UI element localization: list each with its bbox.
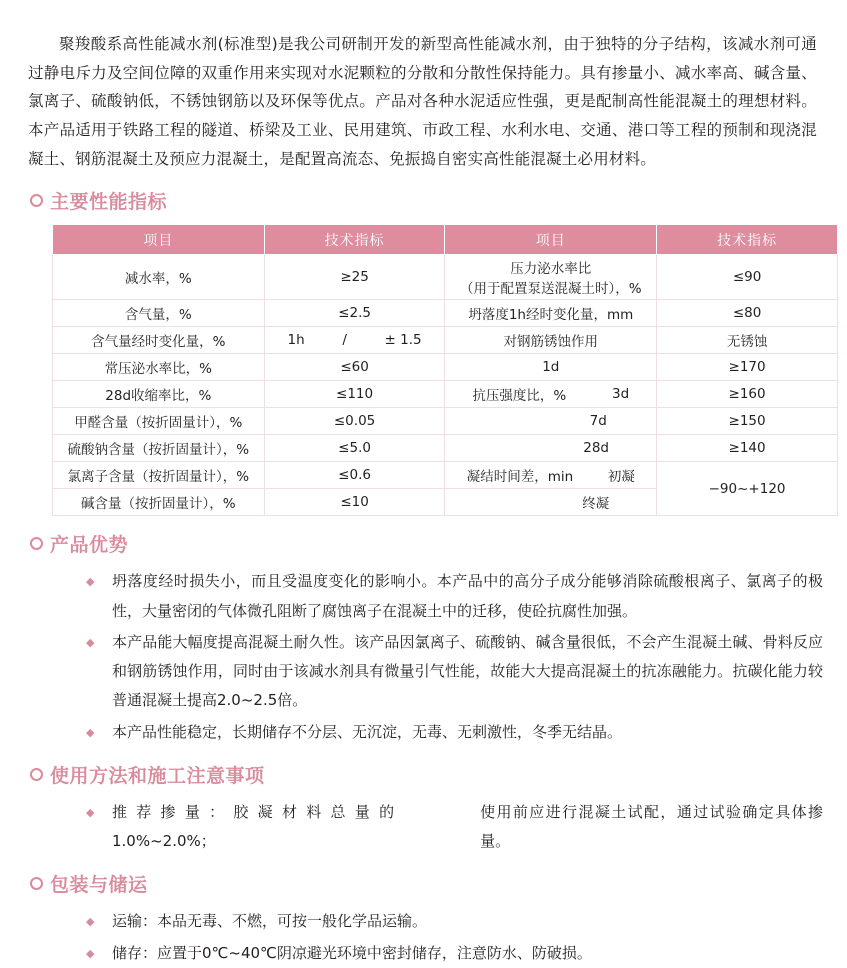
table-row — [53, 354, 838, 381]
cell-label-2: 28d — [583, 440, 609, 457]
section-heading-advantages — [30, 530, 823, 557]
spacer — [493, 440, 497, 456]
usage-line — [112, 798, 823, 857]
cell-value-2: ≤80 — [657, 300, 838, 327]
cell-label: 28d收缩率比，% — [53, 381, 265, 408]
usage-list — [24, 798, 823, 857]
cell-value: ≤5.0 — [264, 435, 445, 462]
cell-value-split-c: ± 1.5 — [384, 332, 422, 349]
packaging-list — [24, 907, 823, 968]
section-heading-advantages-label: 产品优势 — [50, 534, 129, 557]
table-header-spec-2: 技术指标 — [657, 225, 838, 255]
cell-label-2: 对钢筋锈蚀作用 — [445, 327, 657, 354]
table-row — [53, 408, 838, 435]
cell-value-split-a: 1h — [287, 332, 305, 349]
cell-label-2: 终凝 — [582, 496, 610, 513]
section-heading-usage — [30, 761, 823, 788]
spacer — [492, 494, 496, 510]
setting-label: 凝结时间差，min — [466, 469, 574, 486]
cell-label: 碱含量（按折固量计），% — [53, 489, 265, 516]
circle-bullet-icon — [30, 768, 43, 781]
advantages-list — [24, 567, 823, 747]
cell-label-2-line2: （用于配置泵送混凝土时），% — [460, 281, 642, 298]
table-header-item-2: 项目 — [445, 225, 657, 255]
cell-value: ≤0.6 — [264, 462, 445, 489]
circle-bullet-icon — [30, 537, 43, 550]
spacer — [495, 413, 499, 429]
list-item — [86, 798, 823, 857]
cell-value-2: −90~+120 — [657, 462, 838, 516]
cell-label-2 — [445, 489, 657, 516]
cell-value: ≤10 — [264, 489, 445, 516]
circle-bullet-icon — [30, 194, 43, 207]
cell-value: ≤0.05 — [264, 408, 445, 435]
cell-label-2 — [445, 381, 657, 408]
cell-label: 硫酸钠含量（按折固量计），% — [53, 435, 265, 462]
section-heading-performance-label: 主要性能指标 — [50, 191, 168, 214]
cell-label: 甲醛含量（按折固量计），% — [53, 408, 265, 435]
list-item: ◆ 本产品性能稳定，长期储存不分层、无沉淀，无毒、无刺激性，冬季无结晶。 — [86, 718, 823, 747]
cell-value-split — [264, 327, 445, 354]
cell-label: 减水率，% — [53, 255, 265, 300]
cell-label-2 — [445, 462, 657, 489]
section-heading-usage-label: 使用方法和施工注意事项 — [50, 764, 265, 787]
section-heading-packaging — [30, 870, 823, 897]
cell-label-2: 坍落度1h经时变化量，mm — [445, 300, 657, 327]
cell-label-2 — [445, 408, 657, 435]
table-header-row — [53, 225, 838, 255]
cell-label: 含气量，% — [53, 300, 265, 327]
cell-label: 氯离子含量（按折固量计），% — [53, 462, 265, 489]
cell-value-split-b: / — [342, 332, 347, 349]
list-item: ◆ 本产品能大幅度提高混凝土耐久性。该产品因氯离子、硫酸钠、碱含量很低，不会产生混凝土碱、骨料反应和钢筋锈蚀作用，同时由于该减水剂具有微量引气性能，故能大大提高混凝土的抗冻融能力。抗碳化能力较普通混凝土提高2.0~2.5倍。 — [86, 628, 823, 716]
cell-value: ≥25 — [264, 255, 445, 300]
specification-table — [52, 224, 838, 516]
table-row — [53, 381, 838, 408]
cell-value-2: ≥140 — [657, 435, 838, 462]
cell-value-2: ≤90 — [657, 255, 838, 300]
cell-value: ≤110 — [264, 381, 445, 408]
cell-label-2 — [445, 435, 657, 462]
cell-label-2 — [445, 255, 657, 300]
cell-value-2: ≥150 — [657, 408, 838, 435]
cell-value: ≤2.5 — [264, 300, 445, 327]
strength-label: 抗压强度比，% — [472, 388, 567, 405]
cell-label-2: 7d — [589, 413, 607, 430]
cell-value-2: ≥160 — [657, 381, 838, 408]
cell-value-2: 无锈蚀 — [657, 327, 838, 354]
cell-label: 常压泌水率比，% — [53, 354, 265, 381]
cell-label-2: 3d — [612, 386, 630, 403]
cell-label-2: 初凝 — [607, 469, 635, 486]
cell-label: 含气量经时变化量，% — [53, 327, 265, 354]
section-heading-packaging-label: 包装与储运 — [50, 874, 148, 897]
table-row — [53, 327, 838, 354]
list-item: ◆ 坍落度经时损失小，而且受温度变化的影响小。本产品中的高分子成分能够消除硫酸根离子、氯离子的极性，大量密闭的气体微孔阻断了腐蚀离子在混凝土中的迁移，使砼抗腐性加强。 — [86, 567, 823, 626]
table-row — [53, 300, 838, 327]
table-row — [53, 435, 838, 462]
list-item: ◆ 储存：应置于0℃~40℃阴凉避光环境中密封储存，注意防水、防破损。 — [86, 939, 823, 968]
circle-bullet-icon — [30, 877, 43, 890]
section-heading-performance — [30, 187, 823, 214]
usage-dosage: ◆ 推荐掺量：胶凝材料总量的1.0%~2.0%； — [112, 802, 395, 851]
table-header-spec-1: 技术指标 — [264, 225, 445, 255]
cell-value: ≤60 — [264, 354, 445, 381]
list-item: ◆ 运输：本品无毒、不燃，可按一般化学品运输。 — [86, 907, 823, 936]
table-header-item-1: 项目 — [53, 225, 265, 255]
table-row — [53, 462, 838, 489]
intro-paragraph: 聚羧酸系高性能减水剂(标准型)是我公司研制开发的新型高性能减水剂，由于独特的分子结构，该减水剂可通过静电斥力及空间位障的双重作用来实现对水泥颗粒的分散和分散性保持能力。具有掺量小、减水率高、碱含量、氯离子、硫酸钠低，不锈蚀钢筋以及环保等优点。产品对各种水泥适应性强，更是配制高性能混凝土的理想材料。本产品适用于铁路工程的隧道、桥梁及工业、民用建筑、市政工程、水利水电、交通、港口等工程的预制和现浇混凝土、钢筋混凝土及预应力混凝土，是配置高流态、免振捣自密实高性能混凝土必用材料。 — [28, 35, 817, 168]
table-row — [53, 255, 838, 300]
cell-label-2: 1d — [445, 354, 657, 381]
usage-note: 使用前应进行混凝土试配，通过试验确定具体掺量。 — [480, 802, 823, 851]
cell-label-2-line1: 压力泌水率比 — [510, 261, 592, 278]
cell-value-2: ≥170 — [657, 354, 838, 381]
